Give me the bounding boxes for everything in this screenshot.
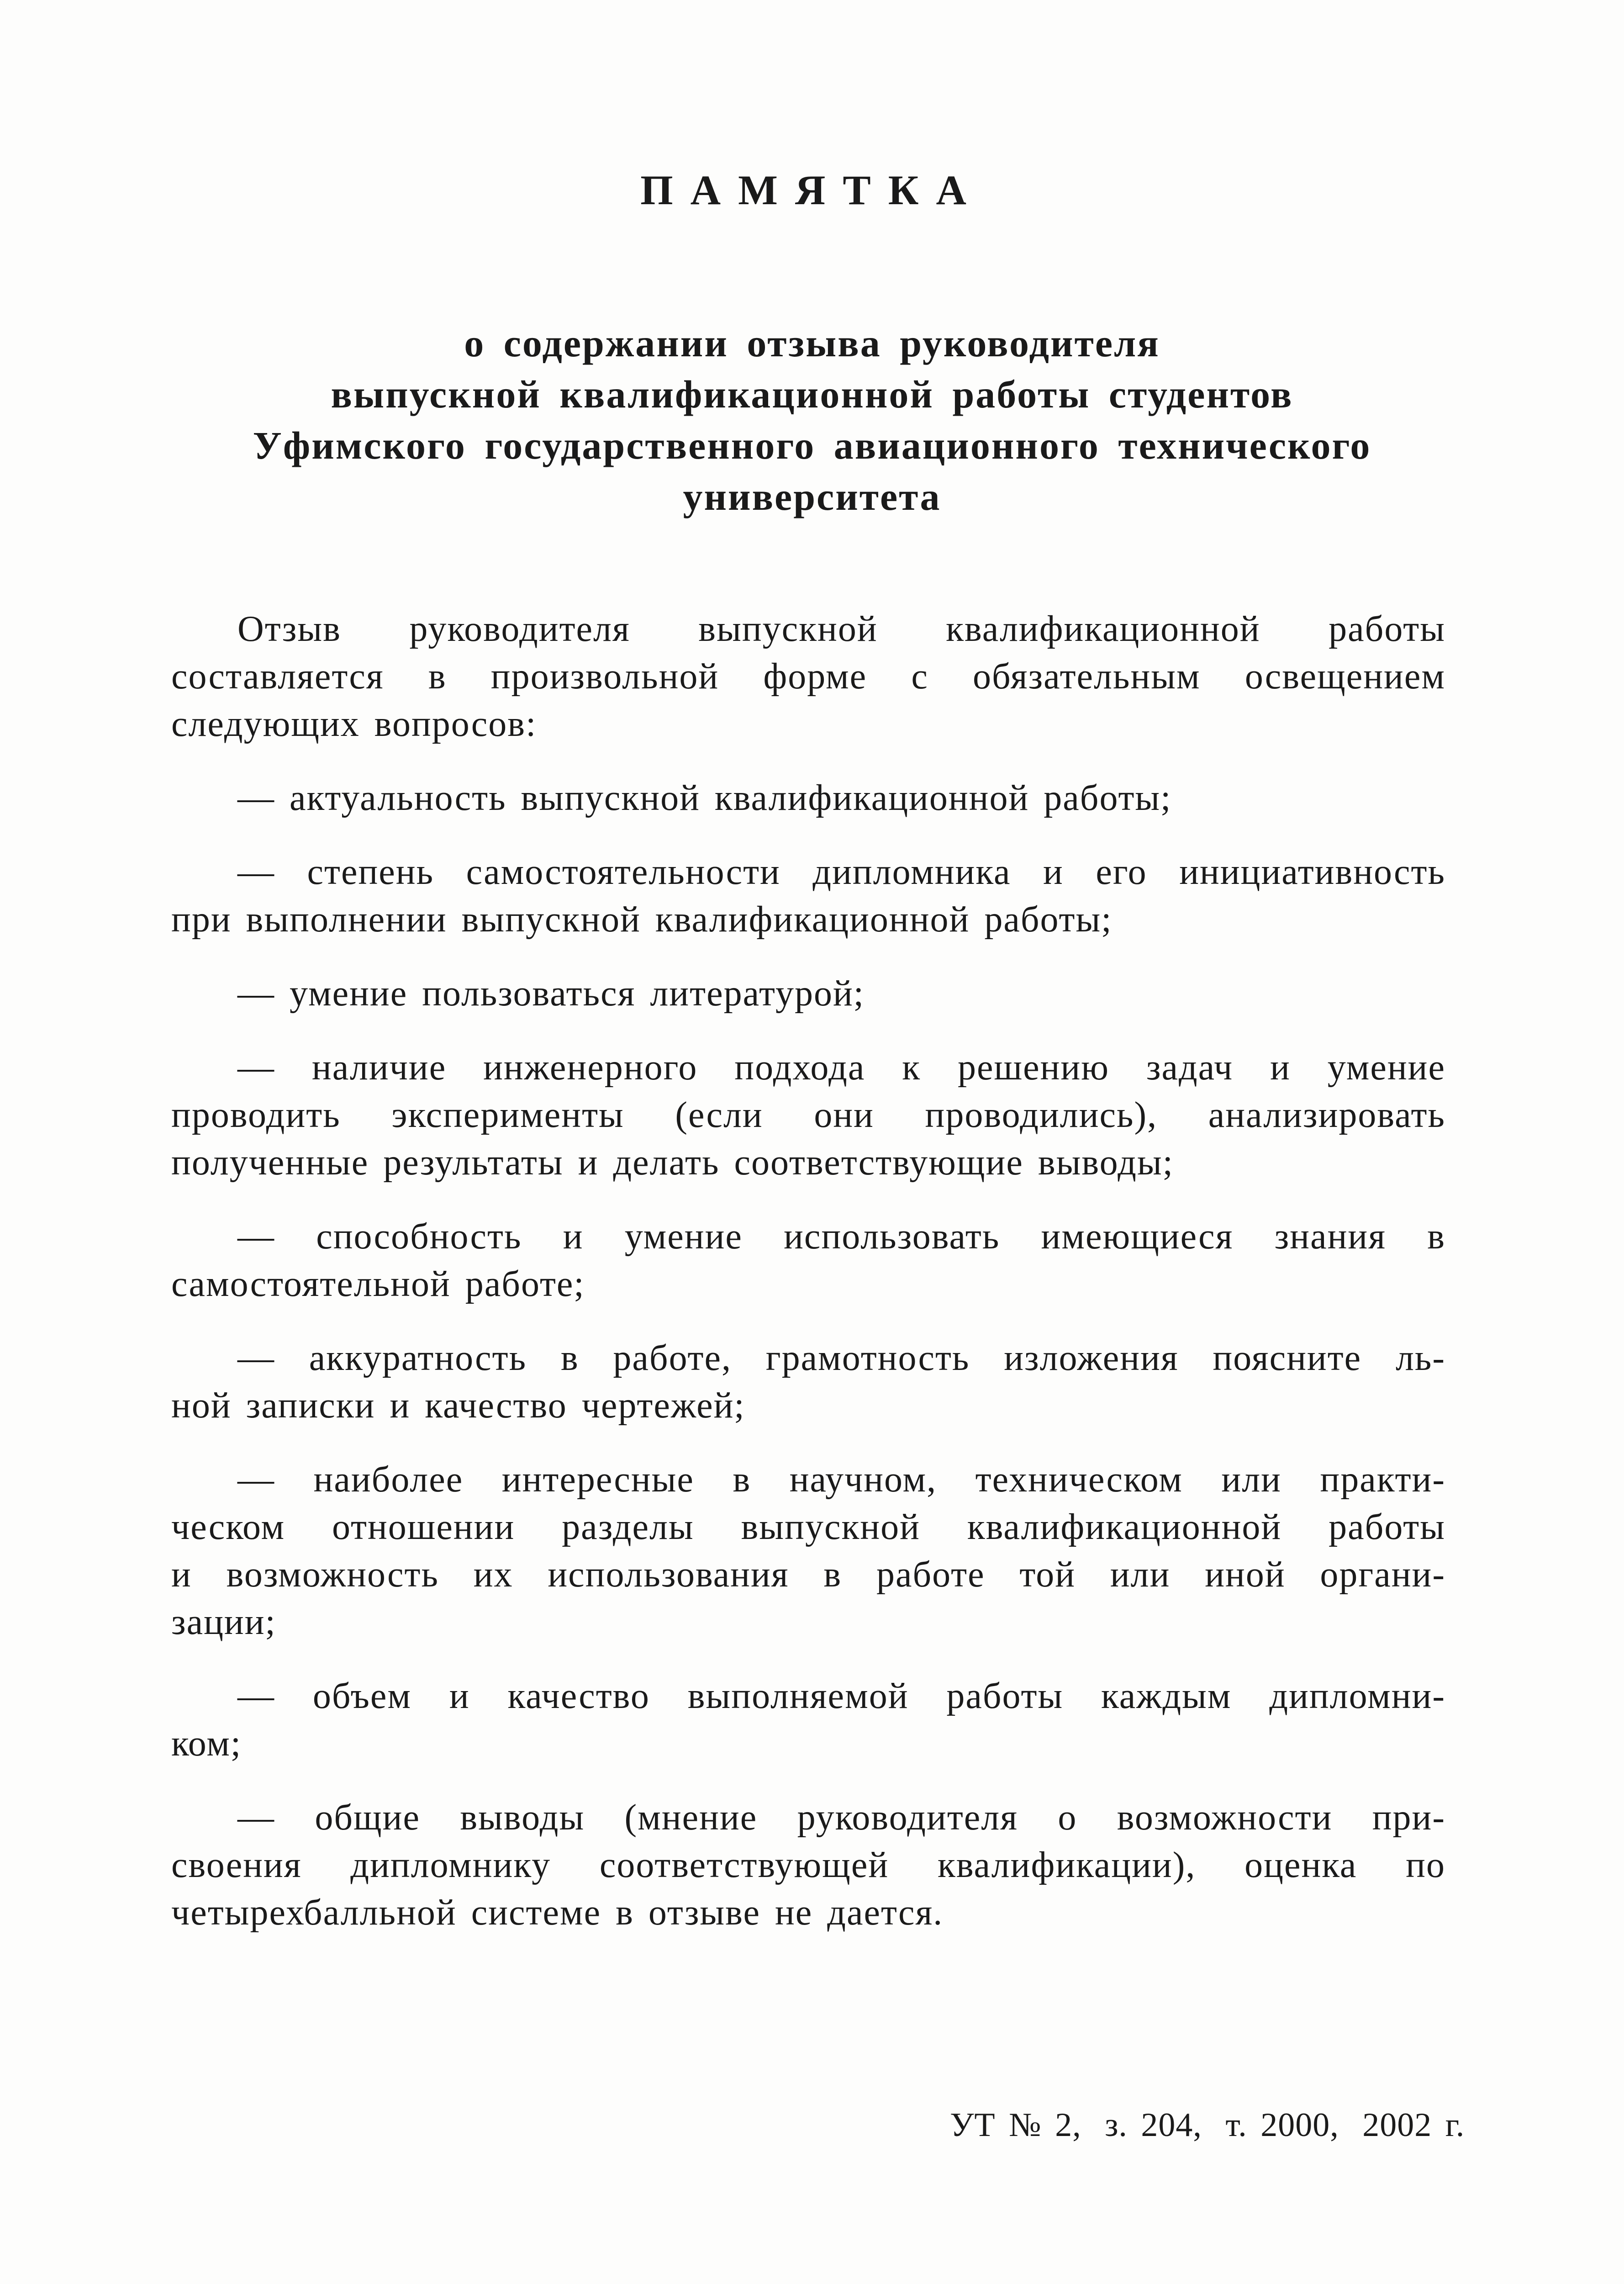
- list-item-line: полученные результаты и делать соответствующие выводы;: [171, 1142, 1174, 1183]
- list-item-line: — наличие инженерного подхода к решению задач и умение: [237, 1047, 1445, 1088]
- list-item-line: своения дипломнику соответствующей квалификации), оценка по: [171, 1845, 1445, 1885]
- list-item: [171, 1213, 1445, 1308]
- subtitle-line: о содержании отзыва руководителя: [464, 321, 1160, 365]
- list-item-line: — способность и умение использовать имеющиеся знания в: [237, 1216, 1445, 1257]
- list-item-line: зации;: [171, 1602, 276, 1642]
- list-item: [171, 848, 1445, 943]
- imprint-order: з. 204,: [1105, 2106, 1202, 2144]
- intro-line: следующих вопросов:: [171, 704, 537, 744]
- list-item-line: — наиболее интересные в научном, техническом или практи-: [237, 1459, 1445, 1500]
- subtitle-line: Уфимского государственного авиационного технического: [253, 423, 1371, 467]
- list-item: [171, 1044, 1445, 1186]
- list-item: [171, 970, 1445, 1017]
- list-item-line: — аккуратность в работе, грамотность изложения поясните ль-: [237, 1338, 1445, 1378]
- imprint-year: 2002 г.: [1362, 2106, 1465, 2144]
- requirements-list: [171, 774, 1445, 1936]
- document-subtitle: [155, 317, 1469, 522]
- subtitle-line: выпускной квалификационной работы студентов: [331, 372, 1293, 416]
- document-body: [171, 605, 1445, 1963]
- list-item: [171, 1456, 1445, 1646]
- list-item: [171, 774, 1445, 822]
- list-item-line: ком;: [171, 1724, 242, 1764]
- list-item-line: и возможность их использования в работе той или иной органи-: [171, 1554, 1445, 1595]
- imprint-ut: УТ № 2,: [950, 2106, 1081, 2144]
- list-item-line: четырехбалльной системе в отзыве не дается.: [171, 1893, 944, 1933]
- imprint-print-run: т. 2000,: [1225, 2106, 1339, 2144]
- list-item-line: ной записки и качество чертежей;: [171, 1385, 745, 1426]
- print-imprint: [950, 2106, 1475, 2145]
- intro-line: составляется в произвольной форме с обязательным освещением: [171, 656, 1445, 697]
- document-title: ПАМЯТКА: [640, 167, 984, 213]
- list-item-line: проводить эксперименты (если они проводились), анализировать: [171, 1095, 1445, 1135]
- intro-line: Отзыв руководителя выпускной квалификационной работы: [237, 609, 1445, 649]
- subtitle-line: университета: [683, 475, 941, 518]
- list-item-line: — умение пользоваться литературой;: [237, 973, 865, 1014]
- list-item: [171, 1334, 1445, 1429]
- list-item-line: при выполнении выпускной квалификационной работы;: [171, 899, 1113, 940]
- list-item-line: — общие выводы (мнение руководителя о возможности при-: [237, 1798, 1445, 1838]
- list-item-line: — актуальность выпускной квалификационной работы;: [237, 778, 1172, 818]
- list-item-line: — степень самостоятельности дипломника и его инициативность: [237, 852, 1445, 892]
- list-item-line: — объем и качество выполняемой работы каждым дипломни-: [237, 1676, 1445, 1716]
- list-item-line: ческом отношении разделы выпускной квалификационной работы: [171, 1507, 1445, 1547]
- list-item: [171, 1794, 1445, 1936]
- list-item-line: самостоятельной работе;: [171, 1264, 585, 1304]
- intro-paragraph: [171, 605, 1445, 748]
- list-item: [171, 1672, 1445, 1767]
